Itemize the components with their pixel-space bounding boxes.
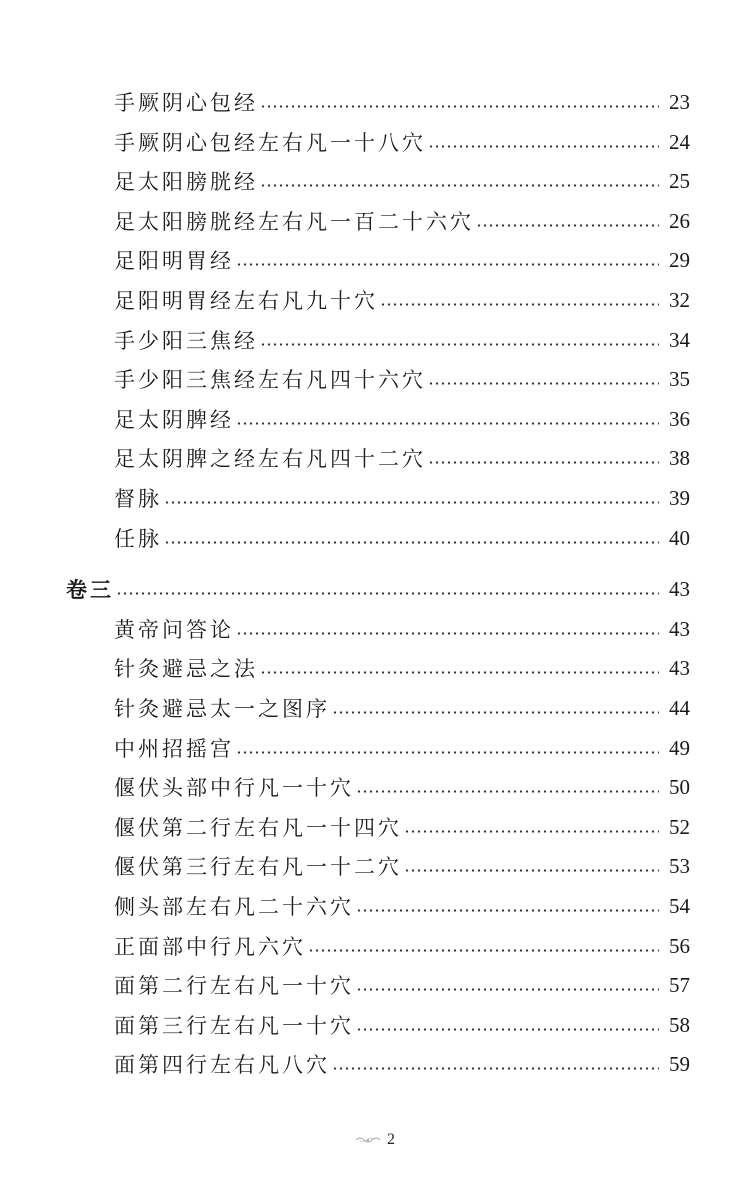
toc-entry-title: 手少阳三焦经左右凡四十六穴 [114, 368, 426, 392]
dot-leader [428, 461, 659, 464]
toc-entry-page-number: 56 [669, 933, 690, 958]
toc-entry-page-number: 54 [669, 893, 690, 918]
dot-leader [164, 501, 659, 504]
toc-entry-page-number: 23 [669, 89, 690, 114]
dot-leader [236, 263, 659, 266]
toc-entry-title: 手少阳三焦经 [114, 329, 258, 353]
toc-entry-title: 足太阴脾之经左右凡四十二穴 [114, 447, 426, 471]
toc-entry-title: 任脉 [114, 527, 162, 551]
toc-entry[interactable] [114, 693, 690, 723]
toc-entry[interactable] [114, 970, 690, 1000]
toc-entry[interactable] [114, 891, 690, 921]
toc-entry-title: 足阳明胃经左右凡九十穴 [114, 289, 378, 313]
dot-leader [236, 632, 659, 635]
dot-leader [356, 1028, 659, 1031]
toc-volume-entry[interactable] [66, 574, 690, 604]
toc-entry-page-number: 35 [669, 366, 690, 391]
toc-entry-page-number: 59 [669, 1051, 690, 1076]
toc-entry[interactable] [114, 443, 690, 473]
toc-entry[interactable] [114, 127, 690, 157]
toc-entry-page-number: 58 [669, 1012, 690, 1037]
dot-leader [428, 382, 659, 385]
toc-entry-page-number: 38 [669, 445, 690, 470]
toc-entry-page-number: 40 [669, 525, 690, 550]
toc-entry-title: 中州招摇宫 [114, 737, 234, 761]
dot-leader [356, 909, 659, 912]
toc-entry-page-number: 36 [669, 406, 690, 431]
toc-entry-page-number: 32 [669, 287, 690, 312]
dot-leader [164, 541, 659, 544]
toc-entry[interactable] [114, 325, 690, 355]
toc-entry[interactable] [114, 931, 690, 961]
toc-entry-page-number: 29 [669, 247, 690, 272]
toc-entry-title: 足太阳膀胱经左右凡一百二十六穴 [114, 210, 474, 234]
toc-entry-title: 针灸避忌太一之图序 [114, 697, 330, 721]
toc-entry[interactable] [114, 1049, 690, 1079]
toc-entry-page-number: 25 [669, 168, 690, 193]
dot-leader [260, 343, 659, 346]
dot-leader [236, 422, 659, 425]
toc-entry[interactable] [114, 206, 690, 236]
toc-entry[interactable] [114, 523, 690, 553]
dot-leader [260, 671, 659, 674]
toc-entry[interactable] [114, 285, 690, 315]
dot-leader [356, 790, 659, 793]
dot-leader [236, 751, 659, 754]
toc-entry[interactable] [114, 87, 690, 117]
toc-entry-page-number: 49 [669, 735, 690, 760]
toc-entry-page-number: 44 [669, 695, 690, 720]
toc-entry-page-number: 50 [669, 774, 690, 799]
dot-leader [116, 592, 659, 595]
decorative-flourish-icon [355, 1135, 381, 1145]
toc-entry-title: 面第四行左右凡八穴 [114, 1053, 330, 1077]
dot-leader [404, 830, 659, 833]
toc-entry-title: 黄帝问答论 [114, 618, 234, 642]
toc-entry[interactable] [114, 851, 690, 881]
toc-entry-page-number: 52 [669, 814, 690, 839]
toc-entry-title: 足太阳膀胱经 [114, 170, 258, 194]
dot-leader [380, 303, 659, 306]
toc-entry-title: 足阳明胃经 [114, 249, 234, 273]
toc-entry-title: 侧头部左右凡二十六穴 [114, 895, 354, 919]
toc-entry-page-number: 43 [669, 655, 690, 680]
toc-entry[interactable] [114, 483, 690, 513]
dot-leader [476, 224, 659, 227]
toc-entry-page-number: 34 [669, 327, 690, 352]
toc-entry-page-number: 57 [669, 972, 690, 997]
dot-leader [260, 184, 659, 187]
dot-leader [428, 145, 659, 148]
toc-entry[interactable] [114, 1010, 690, 1040]
toc-entry[interactable] [114, 404, 690, 434]
dot-leader [308, 949, 659, 952]
dot-leader [404, 869, 659, 872]
toc-entry[interactable] [114, 812, 690, 842]
toc-entry-page-number: 24 [669, 129, 690, 154]
toc-entry[interactable] [114, 653, 690, 683]
toc-entry[interactable] [114, 733, 690, 763]
dot-leader [260, 105, 659, 108]
toc-entry-title: 足太阴脾经 [114, 408, 234, 432]
dot-leader [356, 988, 659, 991]
toc-entry-page-number: 26 [669, 208, 690, 233]
toc-entry-title: 偃伏第二行左右凡一十四穴 [114, 816, 402, 840]
toc-entry-title: 督脉 [114, 487, 162, 511]
toc-entry-title: 正面部中行凡六穴 [114, 935, 306, 959]
toc-entry-title: 面第二行左右凡一十穴 [114, 974, 354, 998]
dot-leader [332, 1067, 659, 1070]
toc-entry[interactable] [114, 364, 690, 394]
toc-entry-title: 偃伏第三行左右凡一十二穴 [114, 855, 402, 879]
toc-entry-page-number: 43 [669, 576, 690, 601]
toc-entry-title: 偃伏头部中行凡一十穴 [114, 776, 354, 800]
toc-entry-title: 针灸避忌之法 [114, 657, 258, 681]
toc-entry-title: 手厥阴心包经左右凡一十八穴 [114, 131, 426, 155]
page-number: 2 [387, 1131, 395, 1148]
toc-entry-title: 面第三行左右凡一十穴 [114, 1014, 354, 1038]
toc-entry-title: 卷三 [66, 577, 114, 602]
toc-entry[interactable] [114, 614, 690, 644]
toc-entry[interactable] [114, 772, 690, 802]
toc-entry-page-number: 53 [669, 853, 690, 878]
toc-entry[interactable] [114, 166, 690, 196]
toc-entry[interactable] [114, 245, 690, 275]
toc-entry-page-number: 43 [669, 616, 690, 641]
toc-entry-page-number: 39 [669, 485, 690, 510]
dot-leader [332, 711, 659, 714]
page-footer [0, 1131, 750, 1149]
toc-entry-title: 手厥阴心包经 [114, 91, 258, 115]
